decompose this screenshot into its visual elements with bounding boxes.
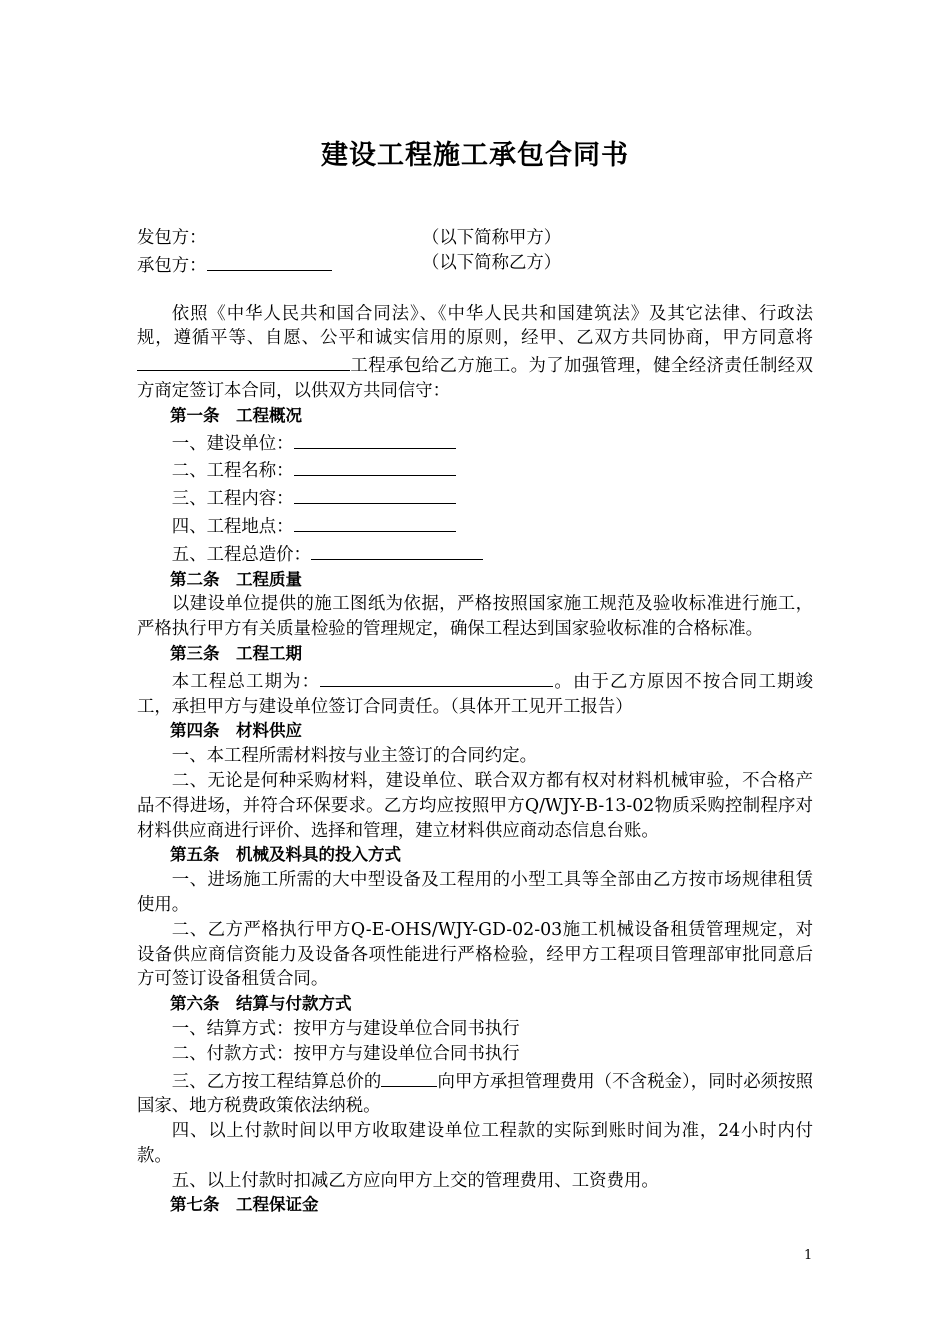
art5-paragraph-1: 一、进场施工所需的大中型设备及工程用的小型工具等全部由乙方按市场规律租赁使用。 <box>137 870 813 915</box>
project-name-blank <box>137 351 350 371</box>
issuer-line <box>137 226 813 251</box>
art6-text-3b: 向甲方承担管理费用（不含税金），同时必须按照国家、地方税费政策依法纳税。 <box>137 1071 813 1117</box>
duration-blank <box>320 667 553 687</box>
document-title: 建设工程施工承包合同书 <box>321 140 629 171</box>
article-2-heading: 第二条 工程质量 <box>170 569 302 589</box>
intro-text-1: 依照《中华人民共和国合同法》、《中华人民共和国建筑法》及其它法律、行政法规，遵循平等、自愿、公平和诚实信用的原则，经甲、乙双方共同协商，甲方同意将 <box>137 303 813 349</box>
fee-rate-blank <box>381 1067 437 1087</box>
art1-item-1: 一、建设单位： <box>137 429 813 457</box>
article-1-heading: 第一条 工程概况 <box>170 405 302 425</box>
article-7-heading: 第七条 工程保证金 <box>170 1195 319 1215</box>
fill-blank <box>294 484 456 504</box>
contract-body <box>137 226 813 1218</box>
fill-blank <box>294 429 456 449</box>
art2-paragraph: 以建设单位提供的施工图纸为依据，严格按照国家施工规范及验收标准进行施工，严格执行甲方有关质量检验的管理规定，确保工程达到国家验收标准的合格标准。 <box>137 594 813 640</box>
art3-text-2: 。由于乙方原因不按合同工期竣工，承担甲方与建设单位签订合同责任。（具体开工见开工报告） <box>137 671 813 717</box>
contractor-label: 承包方： <box>137 255 207 276</box>
art1-item-5: 五、工程总造价： <box>137 540 813 568</box>
art6-paragraph-5: 五、以上付款时扣减乙方应向甲方上交的管理费用、工资费用。 <box>171 1170 659 1191</box>
article-4-heading: 第四条 材料供应 <box>170 721 302 741</box>
contractor-line <box>137 251 813 276</box>
art3-paragraph <box>137 667 813 720</box>
fill-blank <box>294 512 456 532</box>
issuer-label: 发包方： <box>137 228 207 248</box>
art6-paragraph-3 <box>137 1067 813 1120</box>
art4-paragraph-2: 二、无论是何种采购材料，建设单位、联合双方都有权对材料机械审验，不合格产品不得进场，并符合环保要求。乙方均应按照甲方Q/WJY-B-13-02物质采购控制程序对材料供应商进行评价、选择和管理，建立材料供应商动态信息台账。 <box>137 770 813 841</box>
fill-blank <box>311 540 483 560</box>
article-6-heading: 第六条 结算与付款方式 <box>170 994 352 1014</box>
contractor-note: （以下简称乙方） <box>422 252 562 273</box>
art1-item-4: 四、工程地点： <box>137 512 813 540</box>
art6-text-3a: 三、乙方按工程结算总价的 <box>171 1071 382 1092</box>
article-5-heading: 第五条 机械及料具的投入方式 <box>170 845 401 865</box>
art1-item-3: 三、工程内容： <box>137 484 813 512</box>
article-3-heading: 第三条 工程工期 <box>170 643 302 663</box>
art6-paragraph-2: 二、付款方式：按甲方与建设单位合同书执行 <box>171 1043 520 1064</box>
fill-blank <box>294 456 456 476</box>
art1-item-2: 二、工程名称： <box>137 456 813 484</box>
art4-paragraph-1: 一、本工程所需材料按与业主签订的合同约定。 <box>171 746 538 767</box>
art6-paragraph-1: 一、结算方式：按甲方与建设单位合同书执行 <box>171 1018 520 1039</box>
art3-text-1: 本工程总工期为： <box>171 671 321 692</box>
issuer-note: （以下简称甲方） <box>422 228 562 248</box>
intro-text-2: 工程承包给乙方施工。为了加强管理，健全经济责任制经双方商定签订本合同，以供双方共同信守： <box>137 356 813 401</box>
intro-paragraph <box>137 302 813 404</box>
art5-paragraph-2: 二、乙方严格执行甲方Q-E-OHS/WJY-GD-02-03施工机械设备租赁管理规定，对设备供应商信资能力及设备各项性能进行严格检验，经甲方工程项目管理部审批同意后方可签订设备租赁合同。 <box>137 919 813 990</box>
contractor-blank <box>207 251 332 271</box>
art6-paragraph-4: 四、以上付款时间以甲方收取建设单位工程款的实际到账时间为准，24小时内付款。 <box>137 1121 813 1166</box>
page-number: 1 <box>804 1248 813 1263</box>
